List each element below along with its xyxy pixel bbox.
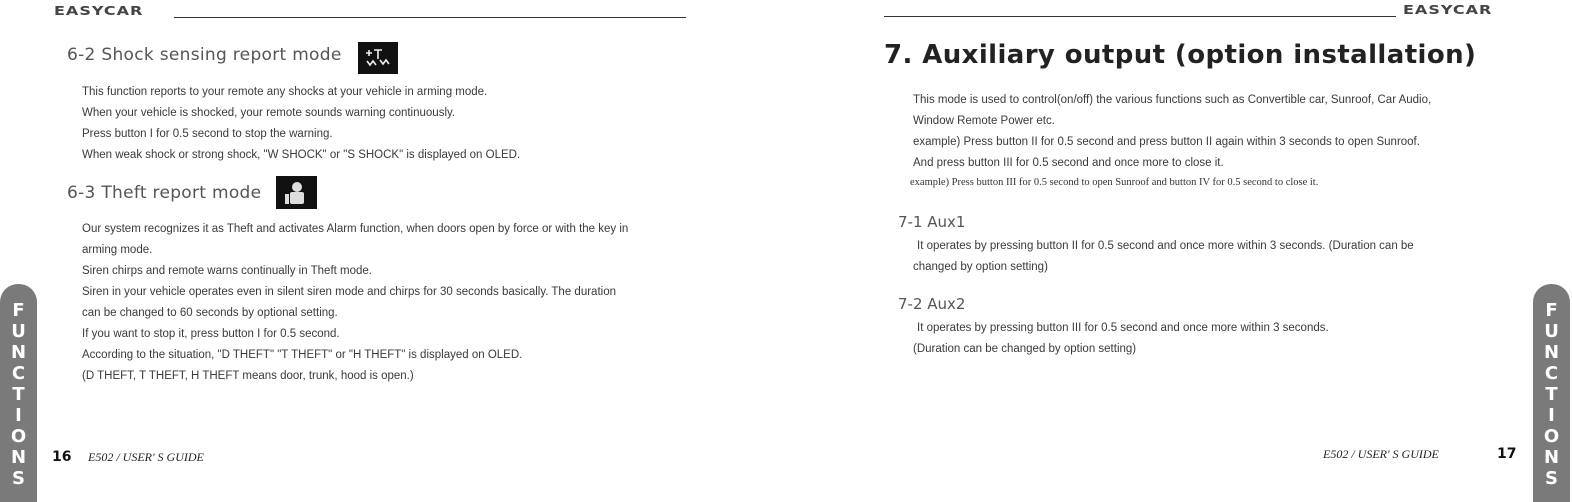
text-line: (Duration can be changed by option setting) xyxy=(913,343,1137,355)
text-line: Siren chirps and remote warns continually in Theft mode. xyxy=(82,265,372,277)
aux1-body xyxy=(913,236,1414,278)
side-tab-letter: T xyxy=(1545,384,1558,405)
section-6-2-title: 6-2 Shock sensing report mode xyxy=(67,45,342,65)
side-tab-letter: S xyxy=(12,468,25,489)
side-tab-letter: O xyxy=(10,426,27,447)
section-6-3-title: 6-3 Theft report mode xyxy=(67,183,262,203)
shock-icon xyxy=(358,42,398,74)
side-tab-letter: N xyxy=(10,342,27,363)
text-line: arming mode. xyxy=(82,244,153,256)
text-line: When weak shock or strong shock, "W SHOCK" or "S SHOCK" is displayed on OLED. xyxy=(82,149,521,161)
text-line: Our system recognizes it as Theft and activates Alarm function, when doors open by force or with the key in xyxy=(82,223,629,235)
side-tab-functions-right xyxy=(1533,284,1570,502)
aux1-title: 7-1 Aux1 xyxy=(898,213,966,231)
aux2-body xyxy=(913,318,1329,360)
text-line: This mode is used to control(on/off) the various functions such as Convertible car, Sunroof, Car Audio, xyxy=(913,94,1432,106)
side-tab-letter: N xyxy=(1543,447,1560,468)
section-6-2-body xyxy=(82,82,520,166)
side-tab-letter: N xyxy=(1543,342,1560,363)
side-tab-letter: F xyxy=(1545,300,1558,321)
text-line: Press button I for 0.5 second to stop the warning. xyxy=(82,128,333,140)
text-line: According to the situation, "D THEFT" "T THEFT" or "H THEFT" is displayed on OLED. xyxy=(82,349,523,361)
text-line: This function reports to your remote any shocks at your vehicle in arming mode. xyxy=(82,86,488,98)
aux-intro xyxy=(913,90,1431,174)
text-line: It operates by pressing button II for 0.5 second and once more within 3 seconds. (Duration can be xyxy=(917,240,1414,252)
side-tab-letter: S xyxy=(1545,468,1558,489)
text-line: It operates by pressing button III for 0.5 second and once more within 3 seconds. xyxy=(917,322,1329,334)
side-tab-letter: U xyxy=(1544,321,1559,342)
side-tab-letter: U xyxy=(11,321,26,342)
header-rule xyxy=(884,16,1396,17)
page-number-left: 16 xyxy=(52,449,72,465)
text-line: When your vehicle is shocked, your remote sounds warning continuously. xyxy=(82,107,456,119)
side-tab-functions-left xyxy=(0,284,37,502)
side-tab-letter: I xyxy=(15,405,22,426)
aux2-title: 7-2 Aux2 xyxy=(898,295,966,313)
footer-guide-left: E502 / USER' S GUIDE xyxy=(88,450,204,464)
text-line: changed by option setting) xyxy=(913,261,1048,273)
side-tab-letter: F xyxy=(12,300,25,321)
side-tab-letter: T xyxy=(12,384,25,405)
page-title: 7. Auxiliary output (option installation) xyxy=(884,40,1477,70)
text-line: If you want to stop it, press button I for 0.5 second. xyxy=(82,328,340,340)
text-line: example) Press button II for 0.5 second and press button II again within 3 seconds to open Sunroof. xyxy=(913,136,1420,148)
side-tab-letter: C xyxy=(11,363,26,384)
side-tab-letter: O xyxy=(1543,426,1560,447)
text-line: Window Remote Power etc. xyxy=(913,115,1055,127)
text-line: (D THEFT, T THEFT, H THEFT means door, trunk, hood is open.) xyxy=(82,370,414,382)
example-line: example) Press button III for 0.5 second to open Sunroof and button IV for 0.5 second to close it. xyxy=(910,177,1319,188)
section-6-3-body xyxy=(82,219,628,387)
footer-guide-right: E502 / USER' S GUIDE xyxy=(1323,447,1439,461)
brand-logo: EASYCAR xyxy=(1403,2,1493,18)
side-tab-letter: C xyxy=(1544,363,1559,384)
text-line: Siren in your vehicle operates even in silent siren mode and chirps for 30 seconds basically. The duration xyxy=(82,286,616,298)
header-rule xyxy=(174,17,686,18)
theft-icon xyxy=(276,176,317,209)
brand-logo: EASYCAR xyxy=(54,3,144,19)
text-line: And press button III for 0.5 second and once more to close it. xyxy=(913,157,1224,169)
side-tab-letter: N xyxy=(10,447,27,468)
page-number-right: 17 xyxy=(1497,446,1517,462)
text-line: can be changed to 60 seconds by optional setting. xyxy=(82,307,338,319)
side-tab-letter: I xyxy=(1548,405,1555,426)
